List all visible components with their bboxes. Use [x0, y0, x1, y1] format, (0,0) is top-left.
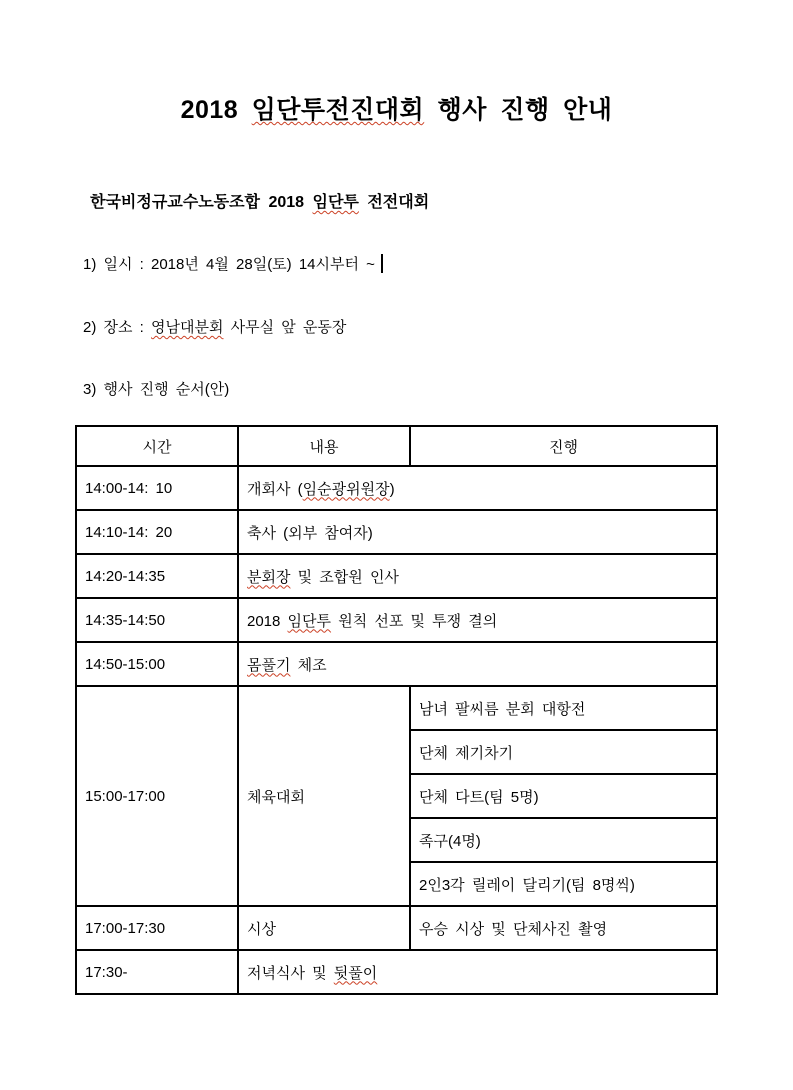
subtitle-text-pre: 한국비정규교수노동조합 2018 — [90, 194, 313, 211]
table-header-row — [76, 426, 717, 466]
table-row-sports — [76, 686, 717, 730]
cell-text: 체조 — [290, 656, 327, 674]
location-text-post: 사무실 앞 운동장 — [223, 319, 347, 336]
cell-time: 15:00-17:00 — [76, 686, 238, 906]
subtitle-text-misspelled: 임단투 — [312, 194, 359, 211]
cell-event: 족구(4명) — [410, 818, 717, 862]
cell-text: 개회사 ( — [247, 480, 303, 498]
title-text-post: 행사 진행 안내 — [424, 96, 613, 124]
cell-time: 14:00-14: 10 — [76, 466, 238, 510]
cell-progress: 우승 시상 및 단체사진 촬영 — [410, 906, 717, 950]
cell-text-misspelled: 분회장 — [247, 568, 291, 586]
cell-content — [238, 950, 717, 994]
cell-text: 원칙 선포 및 투쟁 결의 — [331, 612, 498, 630]
table-row-greeting — [76, 554, 717, 598]
header-time: 시간 — [76, 426, 238, 466]
header-content: 내용 — [238, 426, 410, 466]
cell-text-misspelled: 임단투 — [287, 612, 332, 630]
cell-text-misspelled: 몸풀기 — [247, 656, 291, 674]
cell-event: 2인3각 릴레이 달리기(팀 8명씩) — [410, 862, 717, 906]
document-subtitle — [90, 189, 429, 212]
table-row-dinner — [76, 950, 717, 994]
list-item-datetime — [83, 253, 383, 274]
cell-time: 14:20-14:35 — [76, 554, 238, 598]
cell-content — [238, 554, 717, 598]
table-row-opening — [76, 466, 717, 510]
cell-time: 14:50-15:00 — [76, 642, 238, 686]
cell-content — [238, 466, 717, 510]
text-cursor — [381, 254, 383, 273]
schedule-heading-text: 3) 행사 진행 순서(안) — [83, 381, 230, 398]
subtitle-text-post: 전전대회 — [358, 194, 430, 211]
cell-event: 남녀 팔씨름 분회 대항전 — [410, 686, 717, 730]
location-text-misspelled: 영남대분회 — [151, 319, 224, 336]
cell-event: 단체 다트(팀 5명) — [410, 774, 717, 818]
datetime-text: 1) 일시 : 2018년 4월 28일(토) 14시부터 ~ — [83, 256, 375, 273]
table-row-warmup — [76, 642, 717, 686]
cell-text-misspelled: 임순광위원장 — [302, 480, 390, 498]
cell-content — [238, 598, 717, 642]
cell-text: 저녁식사 및 — [247, 964, 334, 982]
table-row-declaration — [76, 598, 717, 642]
table-row-awards — [76, 906, 717, 950]
schedule-table — [75, 425, 718, 995]
cell-time: 17:00-17:30 — [76, 906, 238, 950]
list-item-location — [83, 316, 346, 337]
title-text-misspelled: 임단투전진대회 — [251, 96, 425, 124]
cell-content: 시상 — [238, 906, 410, 950]
cell-text: 2018 — [247, 612, 288, 630]
cell-text: ) — [389, 480, 395, 498]
document-title — [0, 90, 793, 126]
cell-content: 체육대회 — [238, 686, 410, 906]
header-progress: 진행 — [410, 426, 717, 466]
cell-text: 및 조합원 인사 — [290, 568, 399, 586]
cell-content — [238, 642, 717, 686]
cell-time: 14:35-14:50 — [76, 598, 238, 642]
cell-text-misspelled: 뒷풀이 — [333, 964, 378, 982]
cell-time: 14:10-14: 20 — [76, 510, 238, 554]
location-text-pre: 2) 장소 : — [83, 319, 151, 336]
table-row-congrats — [76, 510, 717, 554]
cell-content: 축사 (외부 참여자) — [238, 510, 717, 554]
cell-time: 17:30- — [76, 950, 238, 994]
list-item-schedule-heading — [83, 378, 229, 399]
title-text-pre: 2018 — [180, 96, 252, 124]
cell-event: 단체 제기차기 — [410, 730, 717, 774]
